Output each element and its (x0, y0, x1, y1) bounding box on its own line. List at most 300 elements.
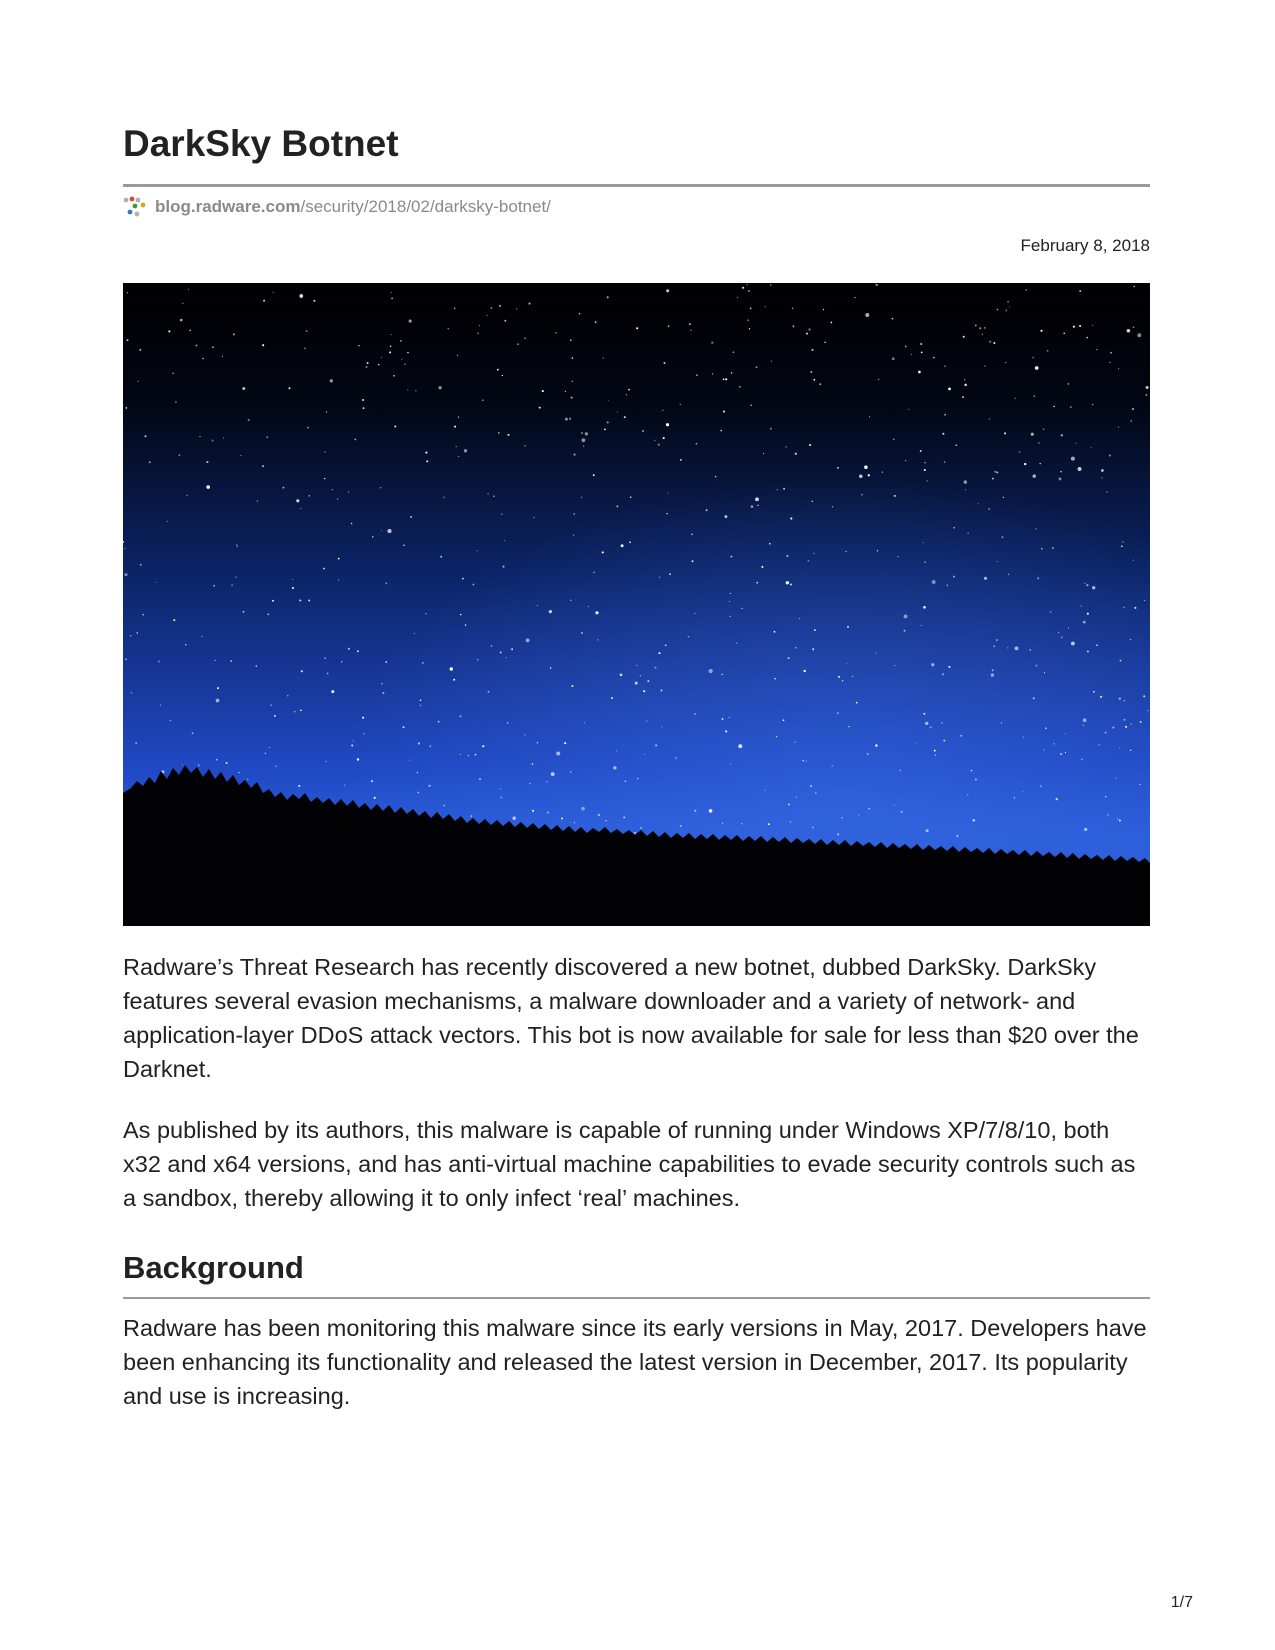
star (1118, 427, 1119, 428)
star (904, 614, 908, 618)
star (984, 366, 985, 367)
star (864, 465, 868, 469)
star (175, 401, 177, 403)
star (770, 428, 772, 430)
section-divider (123, 1297, 1150, 1299)
star (477, 659, 479, 661)
star (783, 488, 785, 490)
star (882, 471, 883, 472)
star (831, 322, 833, 324)
star (453, 679, 455, 681)
star (1071, 642, 1075, 646)
star (556, 751, 560, 755)
star (391, 334, 392, 335)
star (1078, 467, 1082, 471)
star (324, 657, 325, 658)
star (1040, 785, 1042, 787)
star (581, 432, 583, 434)
star (524, 337, 525, 338)
star (997, 309, 999, 311)
section-heading-background: Background (123, 1250, 304, 1285)
star (877, 550, 879, 552)
star (1071, 457, 1075, 461)
star (757, 505, 758, 506)
star (955, 444, 957, 446)
star (477, 550, 478, 551)
star (626, 394, 627, 395)
star (792, 325, 794, 327)
star (230, 660, 232, 662)
star (989, 418, 990, 419)
star (564, 742, 566, 744)
star (348, 491, 349, 492)
star (532, 763, 534, 765)
star (327, 673, 329, 675)
star (607, 421, 609, 423)
star (262, 344, 264, 346)
star (691, 533, 693, 535)
star (783, 719, 785, 721)
star (725, 378, 727, 380)
star (528, 303, 530, 305)
star (1119, 819, 1121, 821)
star (786, 555, 788, 557)
star (426, 613, 427, 614)
star (613, 766, 616, 769)
star (309, 495, 310, 496)
star (308, 600, 310, 602)
star (666, 513, 668, 515)
star (794, 741, 795, 742)
star (654, 440, 655, 441)
star (131, 692, 132, 693)
star (824, 341, 826, 343)
star (1023, 737, 1024, 738)
star (977, 503, 978, 504)
star (819, 383, 821, 385)
source-path: /security/2018/02/darksky-botnet/ (300, 197, 551, 216)
star (570, 771, 571, 772)
star (1034, 395, 1035, 396)
star (630, 496, 632, 498)
star (930, 726, 932, 728)
star (582, 438, 586, 442)
star (1024, 463, 1026, 465)
star (1037, 577, 1039, 579)
star (460, 614, 461, 615)
star (979, 327, 981, 329)
star (404, 363, 406, 365)
star (173, 619, 175, 621)
star (332, 489, 334, 491)
star (266, 436, 268, 438)
star (233, 333, 235, 335)
star (212, 440, 214, 442)
star (136, 632, 137, 633)
star (597, 639, 598, 640)
star (921, 352, 923, 354)
star (585, 432, 588, 435)
star (607, 296, 609, 298)
star (1079, 290, 1081, 292)
star (761, 566, 763, 568)
star (796, 797, 797, 798)
star (1008, 574, 1009, 575)
star (385, 582, 387, 584)
star (471, 815, 472, 816)
star (497, 369, 499, 371)
star (1073, 326, 1075, 328)
star (790, 821, 791, 822)
star (1035, 665, 1037, 667)
star (709, 809, 713, 813)
star (137, 381, 138, 382)
star (387, 529, 391, 533)
star (410, 516, 412, 518)
star (611, 697, 613, 699)
star (962, 396, 964, 398)
star (1063, 333, 1065, 335)
star (665, 644, 667, 646)
star (182, 303, 183, 304)
star (751, 405, 752, 406)
star (905, 460, 906, 461)
star (581, 807, 585, 811)
star (953, 576, 955, 578)
star (617, 412, 618, 413)
star (402, 726, 404, 728)
star (547, 811, 549, 813)
star (696, 443, 698, 445)
star (1105, 732, 1107, 734)
star (493, 495, 495, 497)
star (391, 298, 393, 300)
star (353, 740, 354, 741)
star (1109, 454, 1111, 456)
star (166, 521, 167, 522)
source-domain: blog.radware.com (155, 197, 301, 216)
star (666, 423, 669, 426)
star (1143, 695, 1145, 697)
star (894, 495, 896, 497)
star (506, 657, 507, 658)
star (1019, 451, 1021, 453)
star (668, 325, 670, 327)
star (500, 797, 502, 799)
star (806, 333, 808, 335)
star (1119, 698, 1121, 700)
star (1110, 352, 1112, 354)
star (948, 388, 951, 391)
star (737, 297, 738, 298)
star (458, 417, 459, 418)
star (859, 474, 863, 478)
star (216, 759, 217, 760)
star (963, 336, 965, 338)
star (905, 346, 907, 348)
star (199, 436, 200, 437)
star (1007, 647, 1008, 648)
star (516, 308, 517, 309)
intro-paragraph: Radware’s Threat Research has recently discovered a new botnet, dubbed DarkSky. DarkSky features several evasion mechanisms, a malware downloader and a variety of network- and application-layer DDoS attack vectors. This bot is now available for sale for less than $20 over the Darknet. (123, 954, 1139, 1082)
star (771, 361, 772, 362)
star (982, 334, 983, 335)
star (479, 778, 481, 780)
star (542, 390, 544, 392)
star (946, 585, 948, 587)
star (774, 678, 776, 680)
star (507, 722, 509, 724)
star (635, 682, 638, 685)
star (378, 364, 379, 365)
star (868, 808, 870, 810)
star (189, 330, 191, 332)
star (933, 357, 935, 359)
star (637, 778, 638, 779)
star (923, 606, 926, 609)
star (1133, 326, 1135, 328)
star (992, 669, 994, 671)
star (362, 399, 364, 401)
star (371, 780, 373, 782)
star (846, 663, 847, 664)
star (1083, 725, 1084, 726)
star (956, 835, 958, 837)
star (1009, 306, 1010, 307)
star (1001, 722, 1002, 723)
star (774, 631, 776, 633)
star (1070, 406, 1072, 408)
star (1022, 791, 1023, 792)
star (274, 715, 276, 717)
star (549, 610, 552, 613)
star (337, 498, 338, 499)
star (1087, 650, 1089, 652)
star (605, 820, 607, 822)
star (588, 606, 589, 607)
star (861, 494, 862, 495)
star (477, 333, 479, 335)
star (661, 689, 663, 691)
star (357, 758, 359, 760)
star (967, 533, 968, 534)
star (465, 624, 467, 626)
star (1105, 796, 1107, 798)
star (418, 742, 420, 744)
star (893, 438, 895, 440)
star (341, 661, 342, 662)
star (124, 548, 125, 549)
star (464, 449, 467, 452)
star (298, 785, 300, 787)
star (814, 629, 816, 631)
star (391, 292, 392, 293)
star (407, 352, 408, 353)
star (730, 556, 732, 558)
star (723, 378, 725, 380)
star (1043, 749, 1044, 750)
star (160, 705, 161, 706)
star (1096, 644, 1098, 646)
star (188, 289, 189, 290)
star (126, 407, 128, 409)
star (984, 577, 987, 580)
star (1065, 733, 1066, 734)
star (869, 416, 870, 417)
star (706, 509, 708, 511)
star (482, 399, 484, 401)
star (351, 744, 353, 746)
star (875, 284, 876, 285)
star (550, 667, 552, 669)
star (1081, 759, 1082, 760)
star (374, 797, 376, 799)
star (658, 652, 660, 654)
star (1093, 691, 1095, 693)
star (222, 356, 223, 357)
star (313, 300, 315, 302)
star (1133, 560, 1134, 561)
star (450, 667, 453, 670)
star (438, 386, 441, 389)
star (422, 662, 424, 664)
star (1083, 621, 1086, 624)
star (1124, 700, 1125, 701)
star (972, 819, 975, 822)
star (729, 717, 730, 718)
star (694, 713, 696, 715)
star (414, 633, 415, 634)
star (1092, 325, 1093, 326)
star (1032, 357, 1034, 359)
star (593, 474, 595, 476)
star (381, 683, 382, 684)
capabilities-paragraph: As published by its authors, this malware is capable of running under Windows XP/7/8/10, both x32 and x64 versions, and has anti-virtual machine capabilities to evade security controls such as a sandbox, thereby allowing it to only infect ‘real’ machines. (123, 1117, 1136, 1211)
star (226, 762, 228, 764)
star (296, 499, 299, 502)
star (837, 467, 839, 469)
star (503, 566, 505, 568)
star (409, 760, 410, 761)
star (1091, 447, 1092, 448)
star (262, 465, 264, 467)
star (809, 444, 811, 446)
star (323, 568, 325, 570)
star (276, 766, 277, 767)
star (624, 416, 626, 418)
star (815, 792, 816, 793)
star (565, 418, 568, 421)
star (1004, 432, 1006, 434)
star (688, 636, 689, 637)
background-paragraph: Radware has been monitoring this malware since its early versions in May, 2017. Developers have been enhancing its functionality and released the latest version in December, 2017. Its popularity and use is increasing. (123, 1315, 1147, 1409)
star (357, 650, 359, 652)
star (1033, 697, 1035, 699)
star (1112, 727, 1114, 729)
star (1101, 469, 1104, 472)
star (1060, 471, 1062, 473)
star (644, 754, 645, 755)
star (1130, 723, 1131, 724)
star (555, 332, 557, 334)
star (711, 342, 713, 344)
star (372, 536, 373, 537)
star (1132, 408, 1134, 410)
star (182, 764, 183, 765)
star (394, 426, 396, 428)
star (812, 827, 814, 829)
star (524, 734, 525, 735)
star (1096, 349, 1097, 350)
star (932, 580, 936, 584)
star (722, 718, 724, 720)
star (267, 613, 269, 615)
star (201, 636, 202, 637)
star (407, 389, 408, 390)
star (581, 632, 583, 634)
star (415, 390, 416, 391)
star (723, 411, 725, 413)
star (583, 446, 584, 447)
star (1002, 536, 1004, 538)
star (733, 351, 735, 353)
star (845, 551, 846, 552)
star (168, 330, 170, 332)
star (993, 342, 995, 344)
star (748, 290, 750, 292)
star (488, 691, 490, 693)
star (1109, 362, 1110, 363)
star (299, 599, 301, 601)
star (1144, 600, 1145, 601)
star (511, 648, 513, 650)
star (1131, 420, 1132, 421)
star (948, 666, 950, 668)
star (202, 358, 203, 359)
star (144, 435, 146, 437)
star (595, 321, 597, 323)
star (299, 294, 303, 298)
star (748, 320, 749, 321)
star (561, 817, 563, 819)
source-url[interactable] (123, 195, 551, 219)
star (786, 581, 789, 584)
star (823, 309, 824, 310)
star (409, 320, 412, 323)
star (1038, 442, 1040, 444)
star (1059, 477, 1062, 480)
star (920, 343, 922, 345)
star (306, 330, 308, 332)
star (777, 489, 778, 490)
star (747, 284, 748, 285)
star (526, 639, 530, 643)
publish-date: February 8, 2018 (1020, 236, 1150, 255)
star (742, 287, 744, 289)
star (647, 680, 649, 682)
star (795, 453, 797, 455)
star (813, 379, 815, 381)
star (841, 817, 842, 818)
star (457, 355, 458, 356)
star (924, 462, 925, 463)
star (426, 460, 428, 462)
star (811, 349, 813, 351)
star (663, 437, 665, 439)
star (500, 788, 501, 789)
star (720, 430, 721, 431)
star (170, 720, 172, 722)
